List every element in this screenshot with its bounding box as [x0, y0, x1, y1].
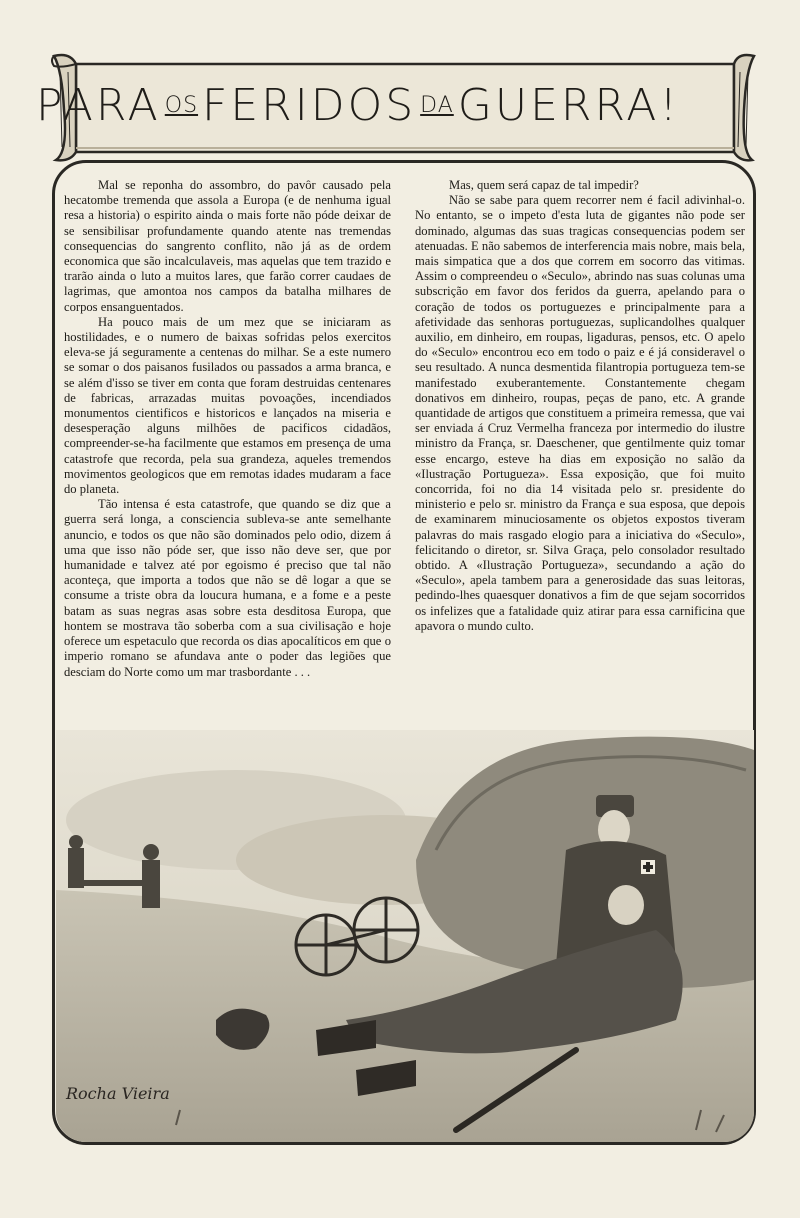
title-word-guerra: GUERRA! — [457, 79, 680, 131]
title-word-os: OS — [164, 92, 199, 118]
left-column — [64, 178, 391, 680]
paragraph: Tão intensa é esta catastrofe, que quando se diz que a guerra será longa, a consciencia subleva-se ante semelhante anuncio, e todos os que não são dominados pelo odio, dizem á uma que isso não póde ser, que isso não deve ser, que por humanidade e talvez até por egoismo é preciso que tal não aconteça, que importa a todos que não se dê logar a que se consume a triste obra da loucura humana, e a fome e a peste batam as suas negras asas sobre esta desditosa Europa, que hontem se mostrava tão soberba com a sua civilisação e hoje oferece um espetaculo que recorda os dias apocalíticos em que o imperio romano se afundava ante o poder das legiões que desciam do Norte como um mar trasbordante . . . — [64, 497, 391, 679]
paragraph: Mal se reponha do assombro, do pavôr causado pela hecatombe tremenda que assola a Europa (e de nenhuma igual resa a historia) o espirito ainda o mais forte não póde deixar de se sensibilisar profundamente quando atente nas tremendas consequencias do sangrento conflito, não já as de ordem economica que são incalculaveis, mas aquelas que tem trazido e trarão ainda o luto a muitos lares, que farão correr caudaes de lagrimas, que amontoa nos campos da batalha milhares de corpos ensanguentados. — [64, 178, 391, 314]
paragraph: Mas, quem será capaz de tal impedir? — [449, 178, 639, 192]
paragraph: Não se sabe para quem recorrer nem é facil adivinhal-o. No entanto, se o impeto d'esta luta de gigantes não pode ser dominado, algumas das suas tragicas consequencias podem ser atenuadas. E não sabemos de interferencia mais nobre, mais bela, mais simpatica que a dos que correm em socorro das vitimas. Assim o compreendeu o «Seculo», abrindo nas suas colunas uma subscrição em favor dos feridos da guerra, apelando para o coração de todos os portuguezes e principalmente para a afetividade das senhoras portuguezas, suplicandolhes qualquer auxilio, em dinheiro, em roupas, ligaduras, pensos, etc. O apelo do «Seculo» encontrou eco em todo o paiz e é já consideravel o seu resultado. A nunca desmentida filantropia portugueza tem-se manifestado exuberantemente. Constantemente chegam donativos em dinheiro, roupas, peças de pano, etc. A grande quantidade de artigos que constituem a primeira remessa, que vai ser enviada á Cruz Vermelha franceza por intermedio do ilustre ministro da França, sr. Daeschener, que gentilmente quiz tomar esse encargo, esteve ha dias em exposição no salão da «Ilustração Portugueza». Essa exposição, que foi muito concorrida, foi no dia 14 visitada pelo sr. presidente do ministerio e pelo sr. ministro da França e sua esposa, que depois de examinarem minuciosamente os objetos expostos tiveram palavras do mais rasgado elogio para a iniciativa do «Seculo», felicitando o diretor, sr. Silva Graça, pelo consolador resultado obtido. A «Ilustração Portugueza», secundando a ação do «Seculo», apela tambem para a generosidade das suas leitoras, pedindo-lhes quaesquer donativos a fim de que sejam socorridos os infelizes que a fatalidade quiz atirar para essa carnificina que apavora o mundo culto. — [415, 193, 745, 633]
title-word-da: DA — [420, 92, 454, 118]
title-word-para: PARA — [36, 79, 161, 131]
war-illustration — [56, 730, 754, 1142]
title-word-feridos: FERIDOS — [202, 79, 417, 131]
paragraph: Ha pouco mais de um mez que se iniciaram as hostilidades, e o numero de baixas sofridas pelos exercitos eleva-se já seguramente a centenas do milhar. Se a este numero se somar o dos paisanos fusilados ou passados a arma branca, e se além d'isso se tiver em conta que foram destruidas centenares de fabricas, arrazadas muitas povoações, incendiados monumentos cientificos e historicos e lançados na miseria e desesperação alguns milhões de pacificos cidadãos, compreender-se-ha facilmente que estamos em presença de uma catastrofe que recorda, pela sua grandeza, aqueles tremendos movimentos geologicos que em remotas idades mudaram a face do planeta. — [64, 314, 391, 497]
artist-signature: Rocha Vieira — [66, 1084, 170, 1103]
page-title — [36, 70, 680, 140]
right-column — [415, 178, 745, 634]
